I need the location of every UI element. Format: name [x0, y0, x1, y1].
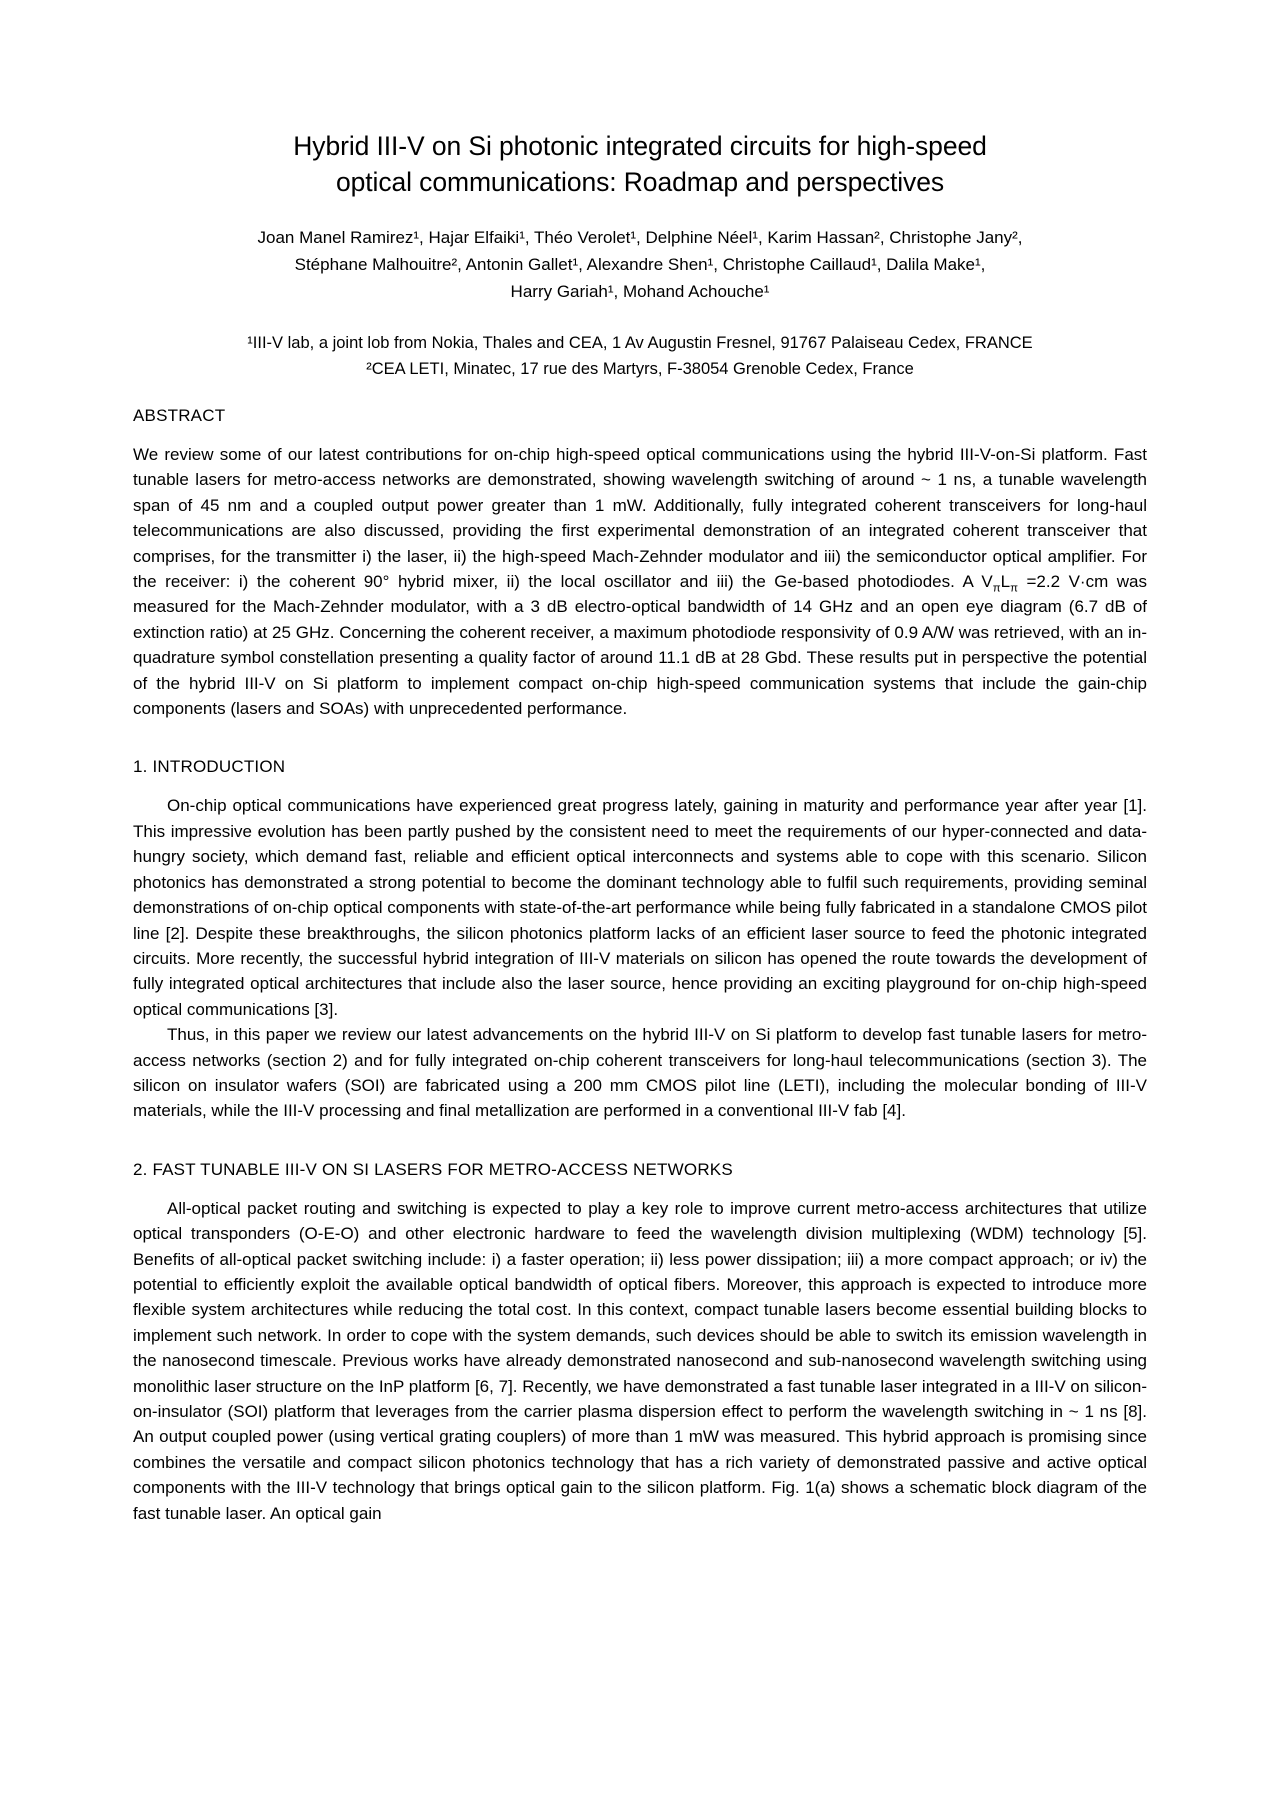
- abstract-text-part-1: We review some of our latest contributions for on-chip high-speed optical communications using the hybrid III-V-on-Si platform. Fast tunable lasers for metro-access networks are demonstrated, showing wavelength switching of around ~ 1 ns, a tunable wavelength span of 45 nm and a coupled output power greater than 1 mW. Additionally, fully integrated coherent transceivers for long-haul telecommunications are also discussed, providing the first experimental demonstration of an integrated coherent transceiver that comprises, for the transmitter i) the laser, ii) the high-speed Mach-Zehnder modulator and iii) the semiconductor optical amplifier. For the receiver: i) the coherent 90° hybrid mixer, ii) the local oscillator and iii) the Ge-based photodiodes. A: [133, 445, 1147, 592]
- author-line-1: Joan Manel Ramirez¹, Hajar Elfaiki¹, Théo Verolet¹, Delphine Néel¹, Karim Hassan², Christophe Jany²,: [257, 228, 1023, 247]
- title-line-1: Hybrid III-V on Si photonic integrated circuits for high-speed: [293, 131, 987, 161]
- section2-paragraph-1: All-optical packet routing and switching is expected to play a key role to improve current metro-access architectures that utilize optical transponders (O-E-O) and other electronic hardware to feed the wavelength division multiplexing (WDM) technology [5]. Benefits of all-optical packet switching include: i) a faster operation; ii) less power dissipation; iii) a more compact approach; or iv) the potential to efficiently exploit the available optical bandwidth of optical fibers. Moreover, this approach is expected to introduce more flexible system architectures while reducing the total cost. In this context, compact tunable lasers become essential building blocks to implement such network. In order to cope with the system demands, such devices should be able to switch its emission wavelength in the nanosecond timescale. Previous works have already demonstrated nanosecond and sub-nanosecond wavelength switching using monolithic laser structure on the InP platform [6, 7]. Recently, we have demonstrated a fast tunable laser integrated in a III-V on silicon-on-insulator (SOI) platform that leverages from the carrier plasma dispersion effect to perform the wavelength switching in ~ 1 ns [8]. An output coupled power (using vertical grating couplers) of more than 1 mW was measured. This hybrid approach is promising since combines the versatile and compact silicon photonics technology that has a rich variety of demonstrated passive and active optical components with the III-V technology that brings optical gain to the silicon platform. Fig. 1(a) shows a schematic block diagram of the fast tunable laser. An optical gain: [133, 1198, 1147, 1523]
- abstract-text-part-2: =2.2 V·cm was measured for the Mach-Zehnder modulator, with a 3 dB electro-optical bandwidth of 14 GHz and an open eye diagram (6.7 dB of extinction ratio) at 25 GHz. Concerning the coherent receiver, a maximum photodiode responsivity of 0.9 A/W was retrieved, with an in-quadrature symbol constellation presenting a quality factor of around 11.1 dB at 28 Gbd. These results put in perspective the potential of the hybrid III-V on Si platform to implement compact on-chip high-speed communication systems that include the gain-chip components (lasers and SOAs) with unprecedented performance.: [133, 572, 1147, 719]
- formula-l: L: [1000, 572, 1011, 592]
- affiliation-list: [133, 330, 1147, 382]
- introduction-heading: 1. INTRODUCTION: [133, 757, 286, 777]
- title-line-2: optical communications: Roadmap and perspectives: [336, 167, 944, 197]
- abstract-heading: ABSTRACT: [133, 406, 226, 425]
- section2-heading: 2. FAST TUNABLE III-V ON SI LASERS FOR METRO-ACCESS NETWORKS: [133, 1159, 733, 1179]
- page-title: [133, 128, 1147, 200]
- formula-subscript-pi-1: π: [992, 582, 1001, 595]
- introduction-paragraph-1: On-chip optical communications have experienced great progress lately, gaining in maturity and performance year after year [1]. This impressive evolution has been partly pushed by the consistent need to meet the requirements of our hyper-connected and data-hungry society, which demand fast, reliable and efficient optical interconnects and systems able to cope with this scenario. Silicon photonics has demonstrated a strong potential to become the dominant technology able to fulfil such requirements, providing seminal demonstrations of on-chip optical components with state-of-the-art performance while being fully fabricated in a standalone CMOS pilot line [2]. Despite these breakthroughs, the silicon photonics platform lacks of an efficient laser source to feed the photonic integrated circuits. More recently, the successful hybrid integration of III-V materials on silicon has opened the route towards the development of fully integrated optical architectures that include also the laser source, hence providing an exciting playground for on-chip high-speed optical communications [3].: [133, 796, 1147, 1019]
- abstract-paragraph: [133, 442, 1147, 721]
- formula-v: V: [981, 572, 993, 592]
- vpi-lpi-formula: [981, 572, 1018, 595]
- page-content: [133, 0, 1147, 1526]
- affiliation-2: ²CEA LETI, Minatec, 17 rue des Martyrs, F-38054 Grenoble Cedex, France: [366, 360, 914, 378]
- affiliation-1: ¹III-V lab, a joint lob from Nokia, Thales and CEA, 1 Av Augustin Fresnel, 91767 Palaiseau Cedex, FRANCE: [247, 334, 1033, 352]
- author-list: [133, 224, 1147, 305]
- formula-subscript-pi-2: π: [1010, 582, 1018, 595]
- author-line-2: Stéphane Malhouitre², Antonin Gallet¹, Alexandre Shen¹, Christophe Caillaud¹, Dalila Make¹,: [294, 255, 986, 274]
- author-line-3: Harry Gariah¹, Mohand Achouche¹: [510, 282, 770, 301]
- introduction-paragraph-2: Thus, in this paper we review our latest advancements on the hybrid III-V on Si platform to develop fast tunable lasers for metro-access networks (section 2) and for fully integrated on-chip coherent transceivers for long-haul telecommunications (section 3). The silicon on insulator wafers (SOI) are fabricated using a 200 mm CMOS pilot line (LETI), including the molecular bonding of III-V materials, while the III-V processing and final metallization are performed in a conventional III-V fab [4].: [133, 1025, 1147, 1121]
